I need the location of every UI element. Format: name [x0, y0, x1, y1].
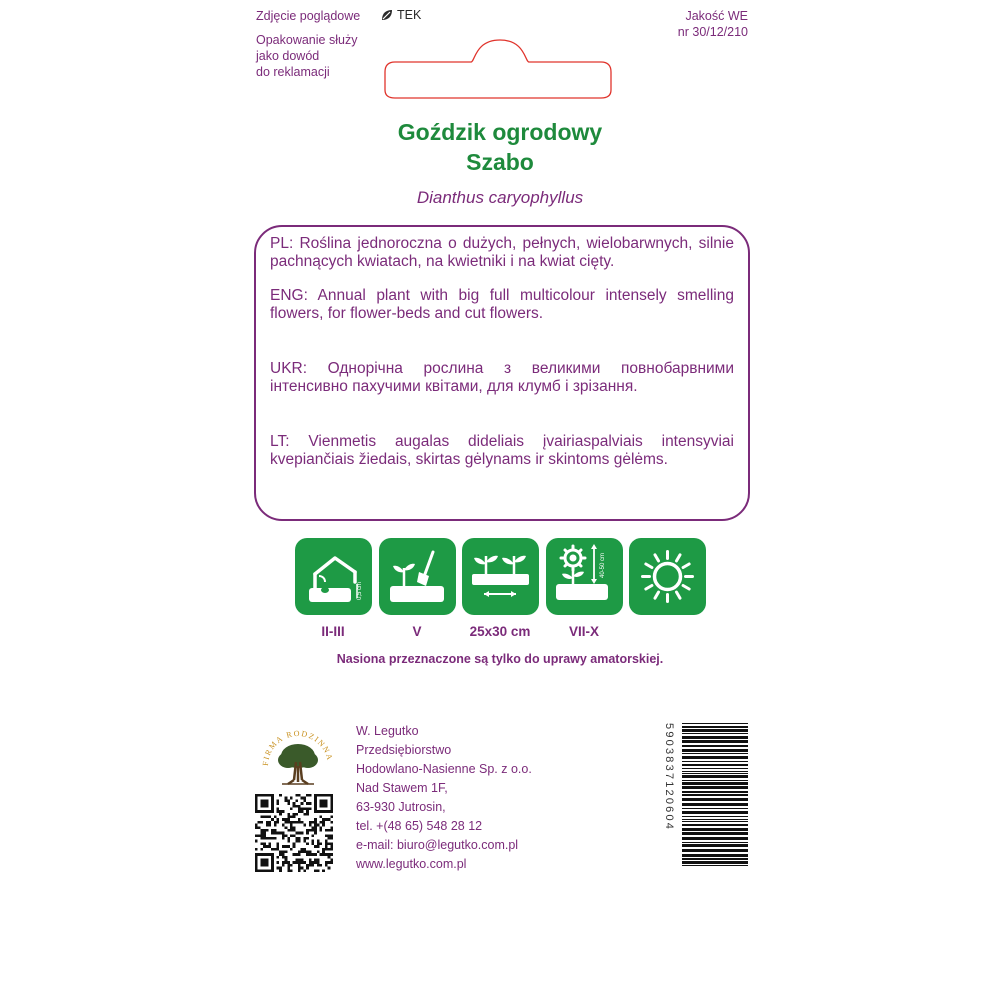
sun-ray [677, 555, 681, 561]
height-label: 40-50 cm [600, 552, 606, 578]
leaf-icon [380, 8, 394, 22]
description-lt: LT: Vienmetis augalas dideliais įvairiaspalviais intensyviai kvepiančiais žiedais, skirtas gėlynams ir skintoms gėlėms. [270, 433, 734, 468]
sun-ray [683, 586, 689, 590]
quality-note-line: Jakość WE [685, 9, 748, 23]
tek-badge [380, 8, 421, 22]
preview-note: Zdjęcie poglądowe [256, 9, 361, 23]
spacing-icon [462, 538, 539, 615]
company-name: W. Legutko [356, 724, 419, 738]
packaging-note-line: do reklamacji [256, 65, 330, 79]
barcode-digits: 5903837120604 [663, 723, 675, 832]
sun-ray [655, 555, 659, 561]
company-website[interactable]: www.legutko.com.pl [356, 857, 467, 871]
planting-label: V [412, 624, 422, 639]
company-line: Hodowlano-Nasienne Sp. z o.o. [356, 762, 532, 776]
product-variety: Szabo [466, 149, 534, 175]
description-box [254, 225, 750, 521]
description-pl: PL: Roślina jednoroczna o dużych, pełnych, wielobarwnych, silnie pachnących kwiatach, na kwietniki i na kwiat cięty. [270, 235, 734, 270]
planting-out-icon [379, 538, 456, 615]
product-title [0, 117, 1000, 177]
quality-note-line: nr 30/12/210 [677, 25, 748, 39]
firma-rodzinna-logo [258, 722, 338, 792]
sun-ray [655, 592, 659, 598]
sowing-greenhouse-icon [295, 538, 372, 615]
sun-ray [646, 564, 652, 568]
packaging-note [256, 32, 357, 80]
company-email[interactable]: e-mail: biuro@legutko.com.pl [356, 838, 519, 852]
packaging-note-line: Opakowanie służy [256, 33, 358, 47]
company-line: Przedsiębiorstwo [356, 743, 452, 757]
flowering-label: VII-X [568, 624, 599, 639]
quality-note [678, 8, 748, 40]
hanger-cutout [383, 36, 613, 100]
product-name: Goździk ogrodowy [397, 119, 603, 145]
sun-icon [629, 538, 706, 615]
logo-text: FIRMA RODZINNA [260, 728, 335, 767]
sun-ray [683, 564, 689, 568]
packaging-note-line: jako dowód [256, 49, 320, 63]
company-street: Nad Stawem 1F, [356, 781, 448, 795]
company-phone: tel. +(48 65) 548 28 12 [356, 819, 483, 833]
description-en: ENG: Annual plant with big full multicolour intensely smelling flowers, for flower-beds and cut flowers. [270, 287, 734, 322]
company-city: 63-930 Jutrosin, [356, 800, 446, 814]
depth-label: 0,5 cm [357, 581, 363, 600]
sowing-label: II-III [321, 624, 345, 639]
tek-label: TEK [397, 8, 422, 22]
spacing-label: 25x30 cm [469, 624, 531, 639]
sun-ray [646, 586, 652, 590]
latin-name: Dianthus caryophyllus [416, 188, 584, 207]
qr-code[interactable] [255, 794, 333, 872]
flowering-height-icon [546, 538, 623, 615]
amateur-note: Nasiona przeznaczone są tylko do uprawy amatorskiej. [336, 652, 664, 666]
barcode [668, 723, 748, 869]
sun-ray [677, 592, 681, 598]
description-uk: UKR: Однорічна рослина з великими повнобарвними інтенсивно пахучими квітами, для клумб і зрізання. [270, 360, 734, 395]
company-address [356, 722, 532, 874]
